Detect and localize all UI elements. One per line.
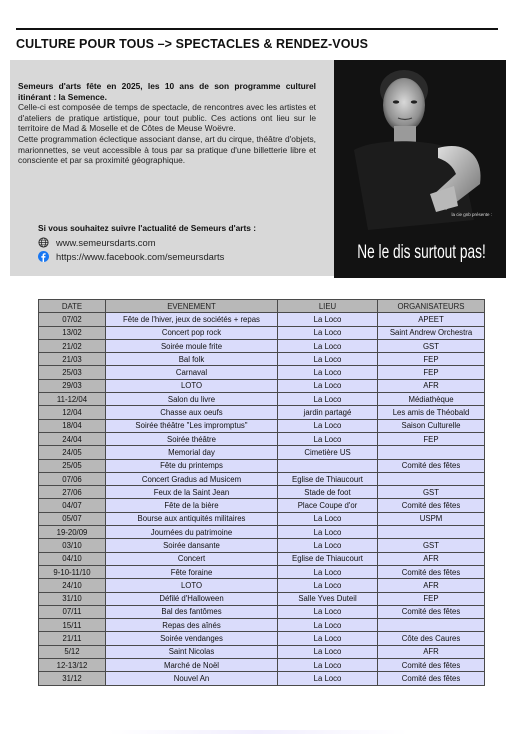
cell-date: 21/11 <box>39 632 106 645</box>
cell-date: 03/10 <box>39 539 106 552</box>
table-row <box>39 632 485 645</box>
cell-date: 11-12/04 <box>39 393 106 406</box>
cell-place: La Loco <box>278 579 378 592</box>
table-row <box>39 512 485 525</box>
cell-date: 04/07 <box>39 499 106 512</box>
table-row <box>39 526 485 539</box>
cell-organizer: Comité des fêtes <box>378 605 485 618</box>
cell-organizer: FEP <box>378 366 485 379</box>
table-row <box>39 592 485 605</box>
cell-place: jardin partagé <box>278 406 378 419</box>
cell-place: La Loco <box>278 645 378 658</box>
column-header-organizer: ORGANISATEURS <box>378 300 485 313</box>
cell-event: Concert <box>106 552 278 565</box>
cell-organizer <box>378 472 485 485</box>
table-row <box>39 353 485 366</box>
intro-paragraph-1: Celle-ci est composée de temps de spectacle, de rencontres avec les artistes et d'ateliers de pratique artistique, pour tout public. Ces actions ont lieu sur le territoire de Mad & Moselle et de Côtes de Meuse Woëvre. <box>18 102 316 134</box>
cell-place: La Loco <box>278 379 378 392</box>
cell-organizer: GST <box>378 486 485 499</box>
cell-date: 13/02 <box>39 326 106 339</box>
cell-date: 05/07 <box>39 512 106 525</box>
facebook-icon <box>38 251 49 262</box>
cell-place: La Loco <box>278 539 378 552</box>
cell-organizer: USPM <box>378 512 485 525</box>
table-row <box>39 406 485 419</box>
table-row <box>39 313 485 326</box>
cell-place: Place Coupe d'or <box>278 499 378 512</box>
cell-organizer: FEP <box>378 592 485 605</box>
table-body <box>39 313 485 685</box>
cell-date: 04/10 <box>39 552 106 565</box>
cell-event: Soirée théâtre <box>106 432 278 445</box>
cell-organizer: Comité des fêtes <box>378 565 485 578</box>
table-row <box>39 339 485 352</box>
cell-date: 29/03 <box>39 379 106 392</box>
cell-date: 24/10 <box>39 579 106 592</box>
cell-event: Chasse aux oeufs <box>106 406 278 419</box>
follow-text: Si vous souhaitez suivre l'actualité de Semeurs d'arts : <box>38 223 257 233</box>
cell-place: La Loco <box>278 419 378 432</box>
cell-event: Carnaval <box>106 366 278 379</box>
facebook-link-text[interactable]: https://www.facebook.com/semeursdarts <box>56 251 225 262</box>
table-row <box>39 552 485 565</box>
cell-date: 18/04 <box>39 419 106 432</box>
intro-lead: Semeurs d'arts fête en 2025, les 10 ans de son programme culturel itinérant : la Semence. <box>18 81 316 102</box>
poster-credit: la cie gnb présente : <box>451 212 492 217</box>
cell-place: La Loco <box>278 393 378 406</box>
show-poster <box>334 60 506 278</box>
cell-place: La Loco <box>278 512 378 525</box>
table-row <box>39 659 485 672</box>
cell-date: 07/06 <box>39 472 106 485</box>
cell-date: 21/03 <box>39 353 106 366</box>
table-row <box>39 326 485 339</box>
cell-event: Concert Gradus ad Musicem <box>106 472 278 485</box>
info-panel <box>10 60 334 276</box>
cell-organizer: AFR <box>378 552 485 565</box>
cell-event: Bal des fantômes <box>106 605 278 618</box>
cell-place: La Loco <box>278 326 378 339</box>
cell-date: 21/02 <box>39 339 106 352</box>
table-row <box>39 366 485 379</box>
cell-organizer: Comité des fêtes <box>378 499 485 512</box>
poster-title: Ne le dis surtout pas! <box>357 242 486 263</box>
cell-organizer: APEET <box>378 313 485 326</box>
cell-place: La Loco <box>278 366 378 379</box>
column-header-event: EVENEMENT <box>106 300 278 313</box>
cell-place: La Loco <box>278 339 378 352</box>
table-row <box>39 605 485 618</box>
cell-event: Soirée moule frite <box>106 339 278 352</box>
cell-event: Fête de l'hiver, jeux de sociétés + repas <box>106 313 278 326</box>
cell-place: La Loco <box>278 526 378 539</box>
cell-event: Salon du livre <box>106 393 278 406</box>
cell-date: 24/05 <box>39 446 106 459</box>
cell-event: Fête foraine <box>106 565 278 578</box>
cell-organizer: GST <box>378 339 485 352</box>
table-row <box>39 565 485 578</box>
cell-place: La Loco <box>278 632 378 645</box>
cell-event: Repas des aînés <box>106 619 278 632</box>
cell-place: La Loco <box>278 605 378 618</box>
table-row <box>39 393 485 406</box>
cell-place: Eglise de Thiaucourt <box>278 552 378 565</box>
cell-event: Défilé d'Halloween <box>106 592 278 605</box>
table-row <box>39 499 485 512</box>
table-row <box>39 579 485 592</box>
table-row <box>39 419 485 432</box>
cell-event: Soirée dansante <box>106 539 278 552</box>
table-row <box>39 379 485 392</box>
cell-organizer: Saint Andrew Orchestra <box>378 326 485 339</box>
cell-date: 31/10 <box>39 592 106 605</box>
cell-event: Feux de la Saint Jean <box>106 486 278 499</box>
column-header-place: LIEU <box>278 300 378 313</box>
facebook-link[interactable] <box>38 251 224 262</box>
footer-strip <box>108 730 408 734</box>
cell-organizer: AFR <box>378 645 485 658</box>
column-header-date: DATE <box>39 300 106 313</box>
cell-event: Concert pop rock <box>106 326 278 339</box>
top-rule <box>16 28 498 30</box>
cell-place: La Loco <box>278 659 378 672</box>
cell-event: Nouvel An <box>106 672 278 685</box>
globe-icon <box>38 237 49 248</box>
cell-organizer: AFR <box>378 579 485 592</box>
cell-event: Marché de Noël <box>106 659 278 672</box>
intro-text <box>18 81 316 166</box>
cell-place: Salle Yves Duteil <box>278 592 378 605</box>
cell-organizer: FEP <box>378 432 485 445</box>
cell-date: 12-13/12 <box>39 659 106 672</box>
table-header-row <box>39 300 485 313</box>
cell-date: 07/02 <box>39 313 106 326</box>
website-link-text[interactable]: www.semeursdarts.com <box>56 237 156 248</box>
cell-event: Saint Nicolas <box>106 645 278 658</box>
cell-date: 12/04 <box>39 406 106 419</box>
cell-event: LOTO <box>106 379 278 392</box>
cell-organizer: AFR <box>378 379 485 392</box>
cell-event: Bourse aux antiquités militaires <box>106 512 278 525</box>
cell-place: La Loco <box>278 313 378 326</box>
cell-place: Eglise de Thiaucourt <box>278 472 378 485</box>
table-row <box>39 486 485 499</box>
cell-event: Soirée vendanges <box>106 632 278 645</box>
table-row <box>39 432 485 445</box>
cell-organizer: Médiathèque <box>378 393 485 406</box>
cell-date: 19-20/09 <box>39 526 106 539</box>
cell-event: LOTO <box>106 579 278 592</box>
cell-date: 25/03 <box>39 366 106 379</box>
cell-event: Fête du printemps <box>106 459 278 472</box>
table-row <box>39 459 485 472</box>
cell-event: Memorial day <box>106 446 278 459</box>
cell-organizer: Les amis de Théobald <box>378 406 485 419</box>
cell-organizer: Côte des Caures <box>378 632 485 645</box>
cell-organizer <box>378 446 485 459</box>
cell-place: La Loco <box>278 619 378 632</box>
cell-date: 5/12 <box>39 645 106 658</box>
cell-event: Soirée théâtre "Les impromptus" <box>106 419 278 432</box>
cell-organizer: Comité des fêtes <box>378 459 485 472</box>
cell-place: La Loco <box>278 432 378 445</box>
cell-place: La Loco <box>278 565 378 578</box>
table-row <box>39 472 485 485</box>
intro-paragraph-2: Cette programmation éclectique associant danse, art du cirque, théâtre d'objets, marionnettes, se veut accessible à tous par sa pratique d'une billetterie libre et consciente et par sa proximité géographique. <box>18 133 316 166</box>
events-table <box>38 299 485 686</box>
cell-date: 31/12 <box>39 672 106 685</box>
cell-event: Fête de la bière <box>106 499 278 512</box>
cell-place: Cimetière US <box>278 446 378 459</box>
table-row <box>39 446 485 459</box>
cell-organizer: FEP <box>378 353 485 366</box>
cell-date: 24/04 <box>39 432 106 445</box>
website-link[interactable] <box>38 237 156 248</box>
cell-place: La Loco <box>278 353 378 366</box>
page-title: CULTURE POUR TOUS –> SPECTACLES & RENDEZ-VOUS <box>16 37 369 51</box>
table-row <box>39 672 485 685</box>
cell-place: Stade de foot <box>278 486 378 499</box>
cell-organizer: Comité des fêtes <box>378 659 485 672</box>
cell-date: 9-10-11/10 <box>39 565 106 578</box>
cell-date: 07/11 <box>39 605 106 618</box>
cell-place <box>278 459 378 472</box>
cell-date: 27/06 <box>39 486 106 499</box>
cell-date: 15/11 <box>39 619 106 632</box>
cell-organizer <box>378 526 485 539</box>
cell-event: Bal folk <box>106 353 278 366</box>
cell-organizer: Comité des fêtes <box>378 672 485 685</box>
cell-organizer <box>378 619 485 632</box>
cell-place: La Loco <box>278 672 378 685</box>
cell-date: 25/05 <box>39 459 106 472</box>
cell-event: Journées du patrimoine <box>106 526 278 539</box>
table-row <box>39 619 485 632</box>
table-row <box>39 539 485 552</box>
cell-organizer: GST <box>378 539 485 552</box>
cell-organizer: Saison Culturelle <box>378 419 485 432</box>
table-row <box>39 645 485 658</box>
